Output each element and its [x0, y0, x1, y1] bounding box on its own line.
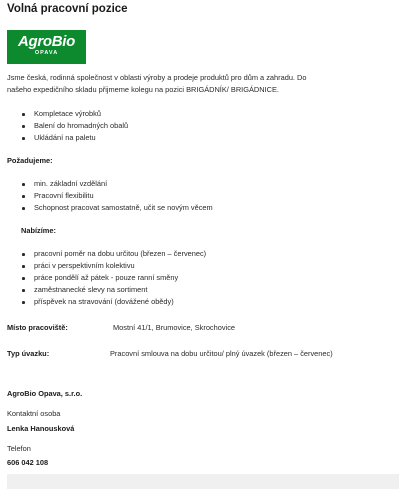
list-item: práci v perspektivním kolektivu: [0, 260, 206, 272]
list-item: Kompletace výrobků: [0, 108, 128, 120]
contract-label: Typ úvazku:: [7, 349, 50, 358]
duties-list: [0, 108, 128, 144]
intro-line: našeho expedičního skladu přijmeme kolegu na pozici BRIGÁDNÍK/ BRIGÁDNICE.: [7, 85, 279, 94]
intro-line: Jsme česká, rodinná společnost v oblasti výroby a prodeje produktů pro dům a zahradu. Do: [7, 73, 307, 82]
workplace-value: Mostní 41/1, Brumovice, Skrochovice: [113, 323, 235, 332]
logo-sub-text: OPAVA: [34, 50, 59, 56]
phone-number: 606 042 108: [7, 458, 49, 467]
offer-list: [0, 248, 206, 308]
phone-label: Telefon: [7, 444, 31, 453]
intro-paragraph: [7, 72, 412, 96]
logo-main-text: AgroBio: [17, 33, 76, 50]
list-item: práce pondělí až pátek - pouze ranní směny: [0, 272, 206, 284]
list-item: Schopnost pracovat samostatně, učit se novým věcem: [0, 202, 213, 214]
offer-heading: Nabízíme:: [21, 226, 56, 235]
requirements-heading: Požadujeme:: [7, 156, 53, 165]
list-item: Ukládání na paletu: [0, 132, 128, 144]
contract-value: Pracovní smlouva na dobu určitou/ plný úvazek (březen – červenec): [110, 349, 333, 358]
list-item: příspěvek na stravování (dovážené obědy): [0, 296, 206, 308]
list-item: min. základní vzdělání: [0, 178, 213, 190]
list-item: zaměstnanecké slevy na sortiment: [0, 284, 206, 296]
workplace-label: Místo pracoviště:: [7, 323, 68, 332]
page-title: Volná pracovní pozice: [7, 3, 128, 15]
list-item: pracovní poměr na dobu určitou (březen – červenec): [0, 248, 206, 260]
agrobio-logo: [7, 30, 86, 64]
footer-bar: [7, 474, 399, 489]
list-item: Balení do hromadných obalů: [0, 120, 128, 132]
requirements-list: [0, 178, 213, 214]
company-name: AgroBio Opava, s.r.o.: [7, 389, 83, 398]
list-item: Pracovní flexibilitu: [0, 190, 213, 202]
contact-name: Lenka Hanousková: [7, 424, 75, 433]
contact-label: Kontaktní osoba: [7, 409, 61, 418]
